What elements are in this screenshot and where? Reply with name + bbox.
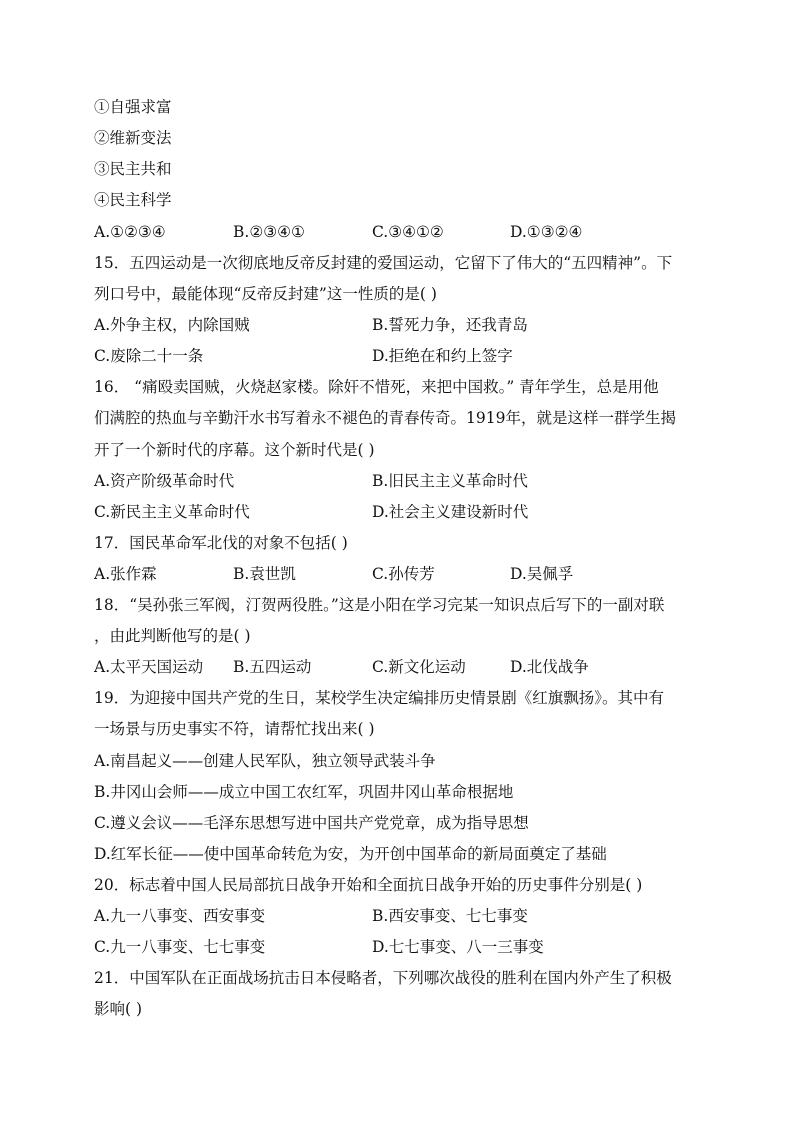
enum-item-4: ④民主科学: [94, 191, 172, 209]
q20-stem-line-1: 20．标志着中国人民局部抗日战争开始和全面抗日战争开始的历史事件分别是( ): [94, 876, 643, 894]
q16-stem-line-3: 开了一个新时代的序幕。这个新时代是( ): [94, 441, 375, 459]
q18-option-d: D.北伐战争: [510, 658, 589, 676]
q14-option-a: A.①②③④: [94, 223, 166, 241]
q20-option-a: A.九一八事变、西安事变: [94, 907, 266, 925]
q17-option-c: C.孙传芳: [372, 565, 435, 583]
q18-option-c: C.新文化运动: [372, 658, 466, 676]
q20-option-b: B.西安事变、七七事变: [372, 907, 528, 925]
q18-stem-line-1: 18．“吴孙张三军阀，汀贺两役胜。”这是小阳在学习完某一知识点后写下的一副对联: [94, 596, 665, 614]
q16-option-c: C.新民主主义革命时代: [94, 503, 250, 521]
q19-option-d: D.红军长征——使中国革命转危为安，为开创中国革命的新局面奠定了基础: [94, 845, 607, 863]
q15-option-b: B.誓死力争，还我青岛: [372, 316, 528, 334]
q18-option-b: B.五四运动: [233, 658, 312, 676]
enum-item-3: ③民主共和: [94, 160, 172, 178]
q19-option-b: B.井冈山会师——成立中国工农红军，巩固井冈山革命根据地: [94, 783, 514, 801]
enum-item-2: ②维新变法: [94, 129, 172, 147]
q20-option-d: D.七七事变、八一三事变: [372, 938, 544, 956]
q15-stem-line-1: 15．五四运动是一次彻底地反帝反封建的爱国运动，它留下了伟大的“五四精神”。下: [94, 254, 673, 272]
q16-stem-line-2: 们满腔的热血与辛勤汗水书写着永不褪色的青春传奇。1919年，就是这样一群学生揭: [94, 409, 676, 427]
q18-option-a: A.太平天国运动: [94, 658, 204, 676]
q15-stem-line-2: 列口号中，最能体现“反帝反封建”这一性质的是( ): [94, 285, 437, 303]
q18-stem-line-2: ，由此判断他写的是( ): [94, 627, 251, 645]
q15-option-c: C.废除二十一条: [94, 347, 204, 365]
q19-stem-line-2: 一场景与历史事实不符，请帮忙找出来( ): [94, 720, 375, 738]
q15-option-a: A.外争主权，内除国贼: [94, 316, 250, 334]
enum-item-1: ①自强求富: [94, 98, 172, 116]
q16-stem-line-1: 16． “痛殴卖国贼，火烧赵家楼。除奸不惜死，来把中国救。” 青年学生，总是用他: [94, 378, 659, 396]
q19-option-a: A.南昌起义——创建人民军队，独立领导武装斗争: [94, 752, 436, 770]
q19-option-c: C.遵义会议——毛泽东思想写进中国共产党党章，成为指导思想: [94, 814, 529, 832]
q14-option-b: B.②③④①: [233, 223, 305, 241]
q16-option-a: A.资产阶级革命时代: [94, 472, 235, 490]
q21-stem-line-2: 影响( ): [94, 1000, 143, 1018]
q19-stem-line-1: 19．为迎接中国共产党的生日，某校学生决定编排历史情景剧《红旗飘扬》。其中有: [94, 689, 664, 707]
q17-option-a: A.张作霖: [94, 565, 157, 583]
q20-option-c: C.九一八事变、七七事变: [94, 938, 266, 956]
q16-option-b: B.旧民主主义革命时代: [372, 472, 528, 490]
q16-option-d: D.社会主义建设新时代: [372, 503, 529, 521]
q14-option-c: C.③④①②: [372, 223, 444, 241]
q17-stem-line-1: 17．国民革命军北伐的对象不包括( ): [94, 534, 348, 552]
q14-option-d: D.①③②④: [510, 223, 583, 241]
q17-option-b: B.袁世凯: [233, 565, 296, 583]
q21-stem-line-1: 21．中国军队在正面战场抗击日本侵略者，下列哪次战役的胜利在国内外产生了积极: [94, 969, 672, 987]
q17-option-d: D.吴佩孚: [510, 565, 574, 583]
q15-option-d: D.拒绝在和约上签字: [372, 347, 513, 365]
